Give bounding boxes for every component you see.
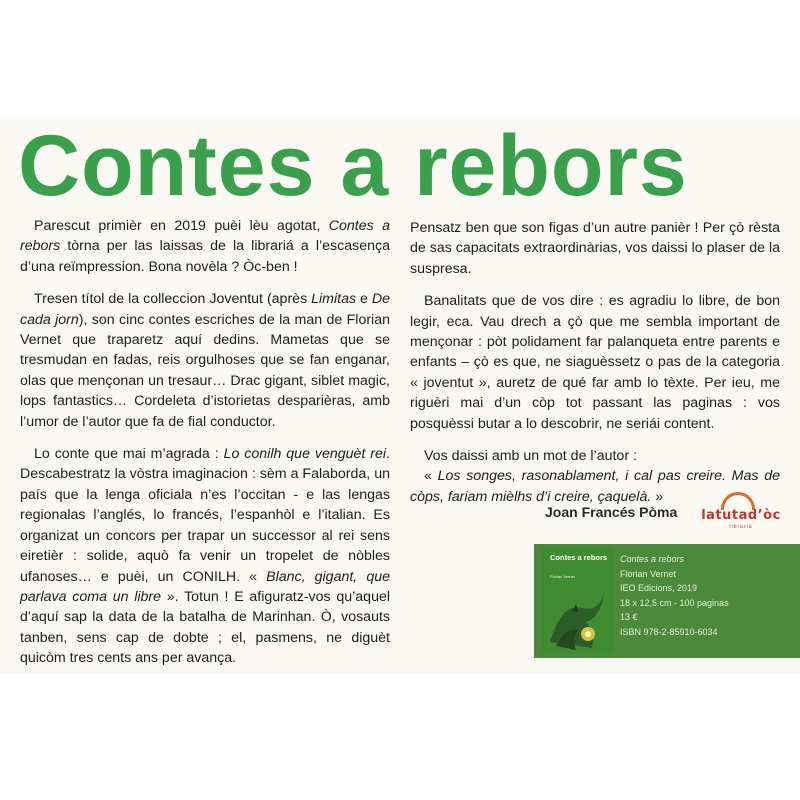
paragraph-opinion: Banalitats que de vos dire : es agradiu lo libre, de bon legir, eca. Vau drech a çò que me sembla important de mençonar : pòt polidament far palanqueta entre parents e enfants – çò es que, ne siaguèssetz o pas de la categoria « joventut », auretz de qué far amb lo tèxte. Per ieu, me riguèri mai d’un còp tot passant las paginas : vos posquèssi butar a lo descobrir, ne seriái content. <box>410 293 780 432</box>
book-author: Florian Vernet <box>620 568 677 579</box>
cover-title: Contes a rebors <box>550 553 608 562</box>
book-cover <box>542 546 614 654</box>
cover-dragon-illustration <box>542 582 614 654</box>
review-signature: Joan Francés Pòma <box>545 504 678 520</box>
right-column <box>410 218 780 519</box>
book-format: 18 x 12,5 cm - 100 paginas <box>620 597 729 608</box>
paragraph-author-word: Vos daissi amb un mot de l’autor : <box>424 448 637 465</box>
left-column <box>20 216 390 681</box>
book-isbn: ISBN 978-2-85910-6034 <box>620 626 718 637</box>
paragraph-intro: Parescut primièr en 2019 puèi lèu agotat, Contes a rebors tòrna per las laissas de la librariá a l’escasença d’una reïmpression. Bona novèla ? Òc-ben ! <box>20 218 390 275</box>
paragraph-favorite-tale: Lo conte que mai m’agrada : Lo conilh que venguèt rei. Descabestratz la vòstra imaginacion : sèm a Falaborda, un país que la lenga oficiala n’es l’occitan - e las lengas regionalas l’anglés, lo francés, l’espanhòl e l’italian. Es organizat un concors per trapar un successor al rei sens eiretièr : solide, aquò fa venir un tropelet de nòbles ufanoses… e puèi, un CONILH. « Blanc, gigant, que parlava coma un libre ». Totun ! E afiguratz-vos qu’aquel d’aquí sap la data de la batalha de Marinhan. Ò, vosauts tanben, sens cap de dobte ; el, pasmens, ne diguèt quicòm tres cents ans per avança. <box>20 446 391 667</box>
book-publisher: IEO Edicions, 2019 <box>620 583 698 593</box>
book-info-box <box>534 544 800 658</box>
book-title: Contes a rebors <box>620 554 685 564</box>
article-title: Contes a rebors <box>18 118 688 214</box>
book-details <box>620 552 796 639</box>
bookshop-logo <box>698 492 784 530</box>
book-price: 13 € <box>620 612 638 622</box>
paragraph-continuation: Pensatz ben que son figas d’un autre panièr ! Per çò rèsta de sas capacitats extraordinàrias, vos daissi lo plaser de la suspresa. <box>410 220 780 277</box>
cover-author: Florian Vernet <box>550 574 575 579</box>
logo-subtitle: librariá <box>729 524 753 530</box>
paragraph-collection: Tresen títol de la colleccion Joventut (après Limitas e De cada jorn), son cinc contes escriches de la man de Florian Vernet que traparetz aquí dedins. Mametas que se tresmudan en fadas, reis orgulhoses que se fan enganar, olas que mençonan un tresaur… Drac gigant, siblet magic, lops fantastics… Cordeleta d’istorietas desparièras, amb l’umor de l’autor que fa de fial conductor. <box>20 291 390 430</box>
author-quote: « Los songes, rasonablament, i cal pas creire. Mas de còps, fariam mièlhs d’i creire, çaquelà. » <box>410 468 780 505</box>
logo-text: latutad’òc <box>701 508 781 523</box>
